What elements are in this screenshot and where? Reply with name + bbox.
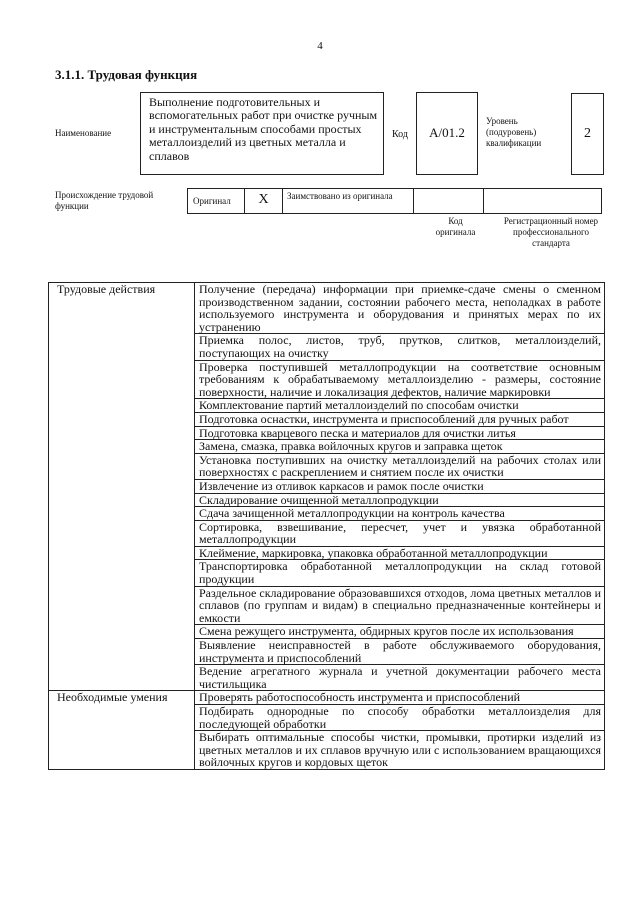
original-code-cell (413, 188, 484, 214)
name-label: Наименование (55, 128, 112, 138)
table-cell: Сортировка, взвешивание, пересчет, учет и увязка обработанной металлопродукции (195, 520, 605, 546)
table-cell: Проверять работоспособность инструмента и приспособлений (195, 691, 605, 705)
section-heading: 3.1.1. Трудовая функция (55, 67, 198, 82)
table-cell: Выявление неисправностей в работе обслуживаемого оборудования, инструмента и приспособлений (195, 639, 605, 665)
table-cell: Комплектование партий металлоизделий по способам очистки (195, 399, 605, 413)
code-label: Код (392, 129, 408, 140)
section-title: Трудовые действия (49, 283, 195, 691)
original-mark-cell: X (244, 188, 283, 214)
registration-number-cell (483, 188, 602, 214)
table-cell: Подбирать однородные по способу обработки металлоизделия для последующей обработки (195, 705, 605, 731)
original-code-caption: Код оригинала (435, 216, 476, 237)
function-name-box: Выполнение подготовительных и вспомогательных работ при очистке ручным и инструментальным способами простых металлоизделий из цветных металла и сплавов (140, 92, 384, 175)
table-cell: Замена, смазка, правка войлочных кругов и заправка щеток (195, 440, 605, 454)
table-cell: Сдача зачищенной металлопродукции на контроль качества (195, 507, 605, 521)
table-cell: Раздельное складирование образовавшихся отходов, лома цветных металлов и сплавов (по группам и видам) в специально предназначенные контейнеры и емкости (195, 586, 605, 625)
table-cell: Установка поступивших на очистку металлоизделий на рабочих столах или поверхностях с раскреплением и снятием после их очистки (195, 453, 605, 479)
qualification-level-box: 2 (571, 93, 604, 175)
original-cell: Оригинал (187, 188, 245, 214)
table-row (49, 691, 605, 705)
section-title: Необходимые умения (49, 691, 195, 770)
function-content-table (48, 282, 605, 770)
table-cell: Приемка полос, листов, труб, прутков, слитков, металлоизделий, поступающих на очистку (195, 334, 605, 360)
borrowed-cell: Заимствовано из оригинала (282, 188, 414, 214)
table-cell: Получение (передача) информации при приемке-сдаче смены о сменном производственном задании, состоянии рабочего места, неполадках в работе используемого инструмента и оборудования и принятых мерах по их устранению (195, 283, 605, 334)
qualification-level-label: Уровень (подуровень) квалификации (486, 116, 542, 148)
registration-number-caption: Регистрационный номер профессионального стандарта (503, 216, 599, 248)
table-cell: Складирование очищенной металлопродукции (195, 493, 605, 507)
table-cell: Ведение агрегатного журнала и учетной документации рабочего места чистильщика (195, 665, 605, 691)
table-cell: Транспортировка обработанной металлопродукции на склад готовой продукции (195, 560, 605, 586)
origin-label: Происхождение трудовой функции (55, 190, 154, 211)
table-cell: Смена режущего инструмента, обдирных кругов после их использования (195, 625, 605, 639)
table-cell: Извлечение из отливок каркасов и рамок после очистки (195, 479, 605, 493)
table-cell: Клеймение, маркировка, упаковка обработанной металлопродукции (195, 546, 605, 560)
function-code-box: A/01.2 (416, 92, 478, 175)
table-row (49, 283, 605, 334)
table-cell: Проверка поступившей металлопродукции на соответствие основным требованиям к обрабатываемому металлоизделию - размеры, состояние поверхности, наличие и локализация дефектов, наличие маркировки (195, 360, 605, 399)
table-cell: Выбирать оптимальные способы чистки, промывки, протирки изделий из цветных металлов и их сплавов вручную или с использованием вращающихся войлочных кругов и кордовых щеток (195, 731, 605, 770)
page-number: 4 (317, 40, 323, 52)
table-cell: Подготовка оснастки, инструмента и приспособлений для ручных работ (195, 412, 605, 426)
table-cell: Подготовка кварцевого песка и материалов для очистки литья (195, 426, 605, 440)
origin-row (188, 188, 604, 214)
